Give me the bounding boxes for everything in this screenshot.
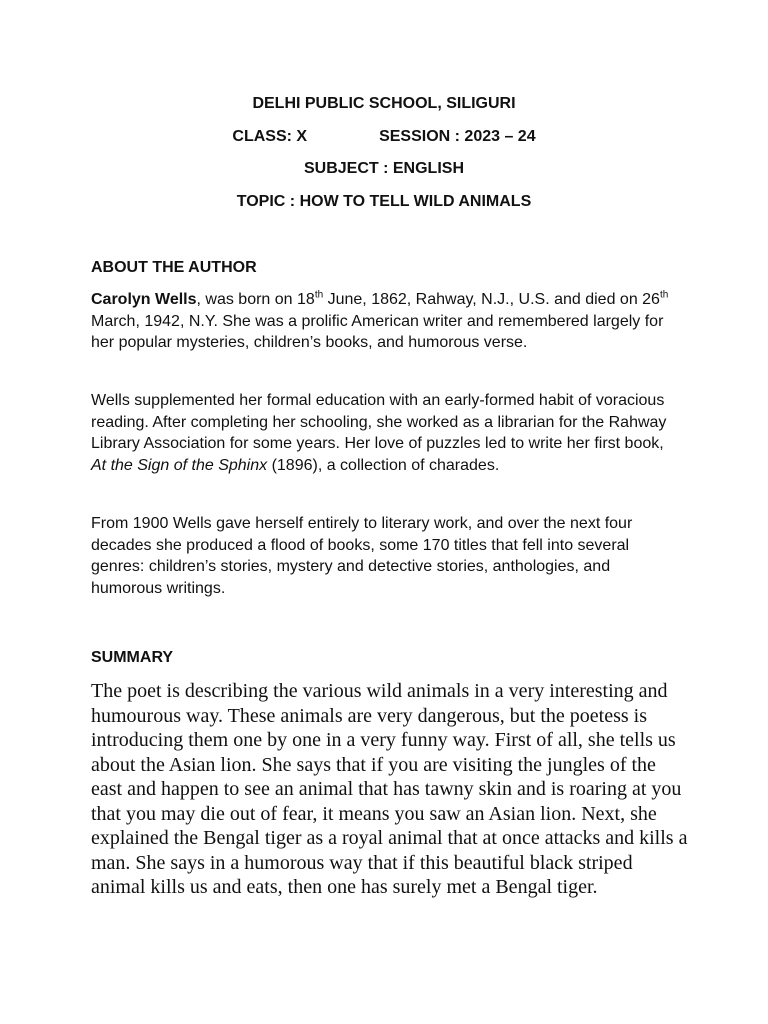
author-name: Carolyn Wells (91, 291, 197, 308)
author-bio-paragraph-1 (91, 289, 681, 354)
bio-text: , was born on 18 (196, 291, 315, 308)
summary-paragraph: The poet is describing the various wild animals in a very interesting and humourous way. These animals are very dangerous, but the poetess is introducing them one by one in a very funny way. First of all, she tells us about the Asian lion. She says that if you are visiting the jungles of the east and happen to see an animal that has tawny skin and is roaring at you that you may die out of fear, it means you saw an Asian lion. Next, she explained the Bengal tiger as a royal animal that at once attacks and kills a man. She says in a humorous way that if this beautiful black striped animal kills us and eats, then one has surely met a Bengal tiger. (91, 680, 688, 898)
summary-heading: SUMMARY (91, 649, 174, 666)
bio-text: March, 1942, N.Y. She was a prolific American writer and remembered largely for her popular mysteries, children’s books, and humorous verse. (91, 312, 664, 351)
author-bio-paragraph-3: From 1900 Wells gave herself entirely to literary work, and over the next four decades she produced a flood of books, some 170 titles that fell into several genres: children’s stories, mystery and detective stories, anthologies, and humorous writings. (91, 515, 633, 597)
topic-line: TOPIC : HOW TO TELL WILD ANIMALS (236, 193, 532, 210)
subject-line: SUBJECT : ENGLISH (303, 160, 464, 177)
ordinal-suffix: th (659, 289, 669, 301)
bio-text: June, 1862, Rahway, N.J., U.S. and died on 26 (323, 291, 660, 308)
author-bio-paragraph-2 (91, 390, 681, 476)
class-session-line (0, 127, 768, 147)
bio-text: Wells supplemented her formal education with an early-formed habit of voracious reading. After completing her schooling, she worked as a librarian for the Rahway Library Association for some years. Her love of puzzles led to write her first book, (91, 392, 667, 452)
ordinal-suffix: th (314, 289, 324, 301)
book-title: At the Sign of the Sphinx (91, 456, 268, 474)
session-label: SESSION : 2023 – 24 (379, 128, 536, 145)
school-name: DELHI PUBLIC SCHOOL, SILIGURI (252, 95, 516, 112)
bio-text: (1896), a collection of charades. (267, 456, 500, 474)
class-label: CLASS: X (232, 128, 308, 145)
about-author-heading: ABOUT THE AUTHOR (91, 259, 257, 276)
